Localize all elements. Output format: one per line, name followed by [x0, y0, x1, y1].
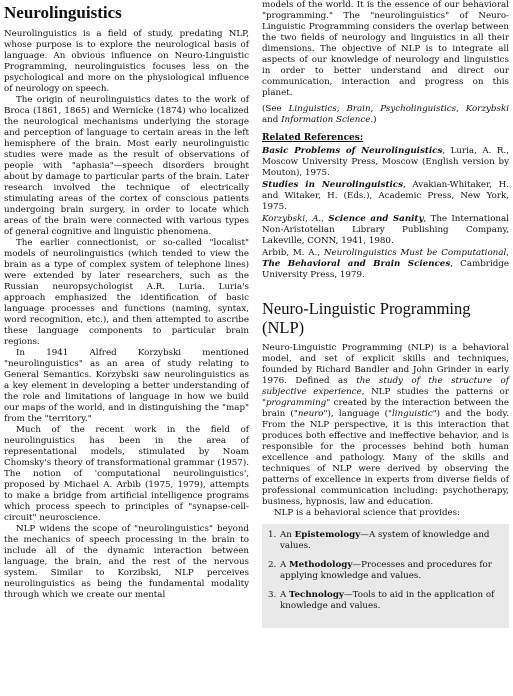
- paragraph-continuation: models of the world. It is the essence of our behavioral "programming." The "neurolinguistics" of Neuro-Linguistic Programming considers the overlap between the two fields of neurology and linguistics in all their dimensions. The objective of NLP is to integrate all aspects of our knowledge of neurology and linguistics in order to better understand and direct our communication, interaction and progress on this planet.: [262, 0, 509, 98]
- see-also: (See Linguistics, Brain, Psycholinguistics, Korzybski and Information Science.): [262, 104, 509, 125]
- related-references-heading: Related References:: [262, 133, 364, 143]
- list-item: 2. A Methodology—Processes and procedures for applying knowledge and values.: [268, 560, 492, 581]
- reference-item: Basic Problems of Neurolinguistics, Luria, A. R., Moscow University Press, Moscow (English version by Mouton), 1975.: [262, 146, 509, 178]
- section-title-nlp: Neuro-Linguistic Programming (NLP): [262, 299, 471, 337]
- list-item: 3. A Technology—Tools to aid in the application of knowledge and values.: [268, 590, 495, 611]
- paragraph-5: Much of the recent work in the field of neurolinguistics has been in the area of representational models, stimulated by Noam Chomsky's theory of transformational grammar (1957). The notion of 'computational neurolinguistics', proposed by Michael A. Arbib (1975, 1979), attempts to make a bridge from artificial intelligence programs which process speech to principles of "synapse-cell-circuit" neuroscience.: [4, 425, 249, 523]
- reference-item: Korzybski, A., Science and Sanity, The International Non-Aristotelian Library Publishing Company, Lakeville, CONN, 1941, 1980.: [262, 214, 509, 246]
- paragraph-6: NLP widens the scope of "neurolinguistics" beyond the mechanics of speech processing in the brain to include all of the dynamic interaction between language, the brain, and the rest of the nervous system. Similar to Korzibski, NLP perceives neurolinguistics as being the fundamental modality through which we create our mental: [4, 524, 249, 600]
- see-also-last: Information Science: [281, 115, 371, 125]
- right-column: [262, 0, 509, 628]
- paragraph-1: Neurolinguistics is a field of study, predating NLP, whose purpose is to explore the neurological basis of language. An obvious influence on Neuro-Linguistic Programming, neurolinguistics focuses less on the psychological and more on the physiological influence of neurology on speech.: [4, 29, 249, 94]
- section-title-neurolinguistics: Neurolinguistics: [4, 3, 122, 22]
- left-column: [4, 0, 249, 601]
- nlp-paragraph-1: Neuro-Linguistic Programming (NLP) is a behavioral model, and set of explicit skills and techniques, founded by Richard Bandler and John Grinder in early 1976. Defined as the study of the structure of subjective experience, NLP studies the patterns or "programming" created by the interaction between the brain ("neuro"), language ("linguistic") and the body. From the NLP perspective, it is this interaction that produces both effective and ineffective behavior, and is responsible for the processes behind both human excellence and pathology. Many of the skills and techniques of NLP were derived by observing the patterns of excellence in experts from diverse fields of professional communication including: psychotherapy, business, hypnosis, law and education.: [262, 343, 509, 507]
- reference-item: Studies in Neurolinguistics, Avakian-Whitaker, H. and Witaker, H. (Eds.), Academic Press, New York, 1975.: [262, 180, 509, 212]
- paragraph-4: In 1941 Alfred Korzybski mentioned "neurolinguistics" as an area of study relating to General Semantics. Korzybski saw neurolinguistics as a key element in developing a better understanding of the role and limitations of language in how we build our maps of the world, and in distinguishing the "map" from the "territory.": [4, 348, 249, 424]
- nlp-paragraph-2: NLP is a behavioral science that provides:: [274, 508, 461, 518]
- reference-item: Arbib, M. A., Neurolinguistics Must be Computational, The Behavioral and Brain Sciences, Cambridge University Press, 1979.: [262, 248, 509, 280]
- paragraph-3: The earlier connectionist, or so-called "localist" models of neurolinguistics (which tended to view the brain as a type of complex system of telephone lines) were extended by later researchers, such as the Russian neuropsychologist A.R. Luria. Luria's approach emphasized the identification of basic language processes and functions (naming, syntax, word recognition, etc.), and then attempted to ascribe these language components to particular brain regions.: [4, 238, 249, 347]
- provides-list: [262, 524, 509, 628]
- see-also-links: Linguistics, Brain, Psycholinguistics, Korzybski: [288, 104, 509, 114]
- list-item: 1. An Epistemology—A system of knowledge and values.: [268, 530, 490, 551]
- paragraph-2: The origin of neurolinguistics dates to the work of Broca (1861, 1865) and Wernicke (1874) who localized the neurological mechanisms underlying the storage and perception of language to certain areas in the left hemisphere of the brain. Most early neurolinguistic studies were made as the result of observations of people with "aphasia"—speech disorders brought about by damage to particular parts of the brain. Later research involved the technique of electrically stimulating areas of the cortex of conscious patients undergoing brain surgery, in order to locate which areas of the brain were connected with various types of general cognitive and linguistic phenomena.: [4, 95, 249, 237]
